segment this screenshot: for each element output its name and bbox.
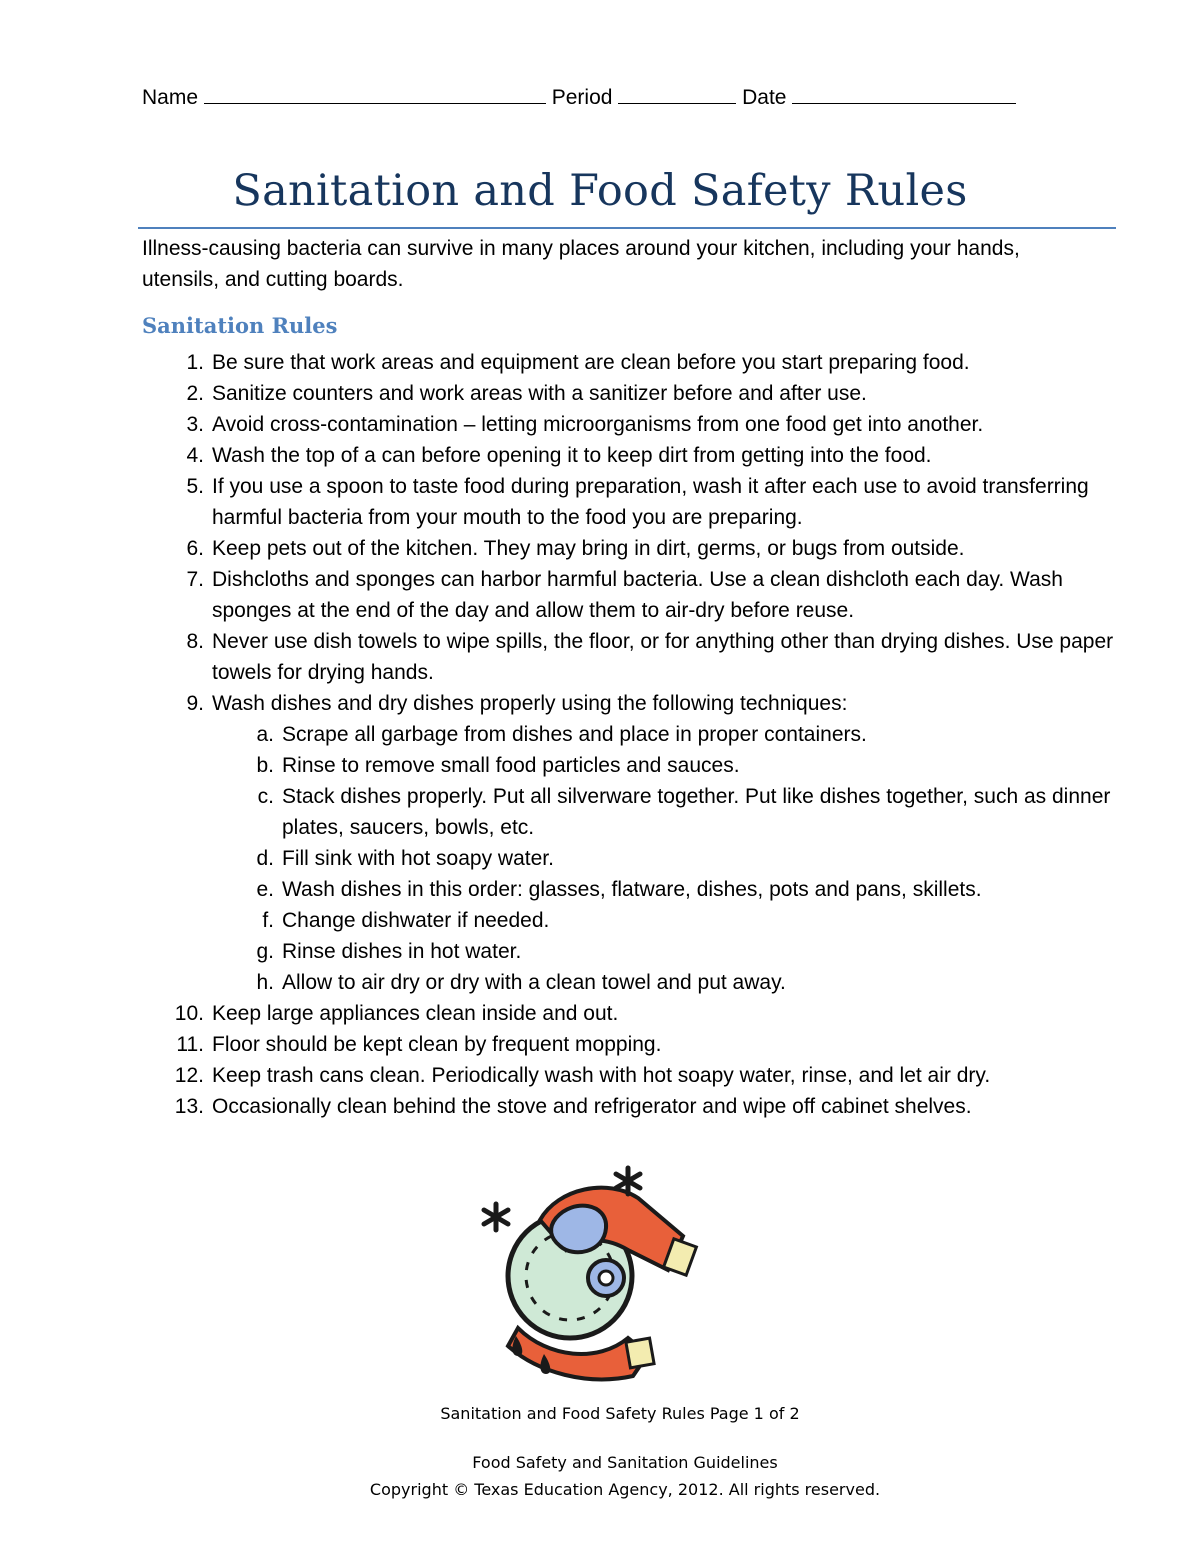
rule-text: Wash the top of a can before opening it to keep dirt from getting into the food. [212, 444, 932, 467]
step-text: Fill sink with hot soapy water. [282, 847, 554, 870]
rule-item [142, 626, 1132, 688]
dishwashing-steps-list [212, 719, 1132, 998]
step-text: Stack dishes properly. Put all silverware together. Put like dishes together, such as dinner plates, saucers, bowls, etc. [282, 785, 1111, 839]
period-label: Period [551, 86, 613, 109]
step-letter: c. [257, 785, 274, 808]
copyright-footer: Copyright © Texas Education Agency, 2012. All rights reserved. [369, 1480, 881, 1499]
page-title: Sanitation and Food Safety Rules [232, 166, 968, 216]
rule-number: 4. [186, 444, 204, 467]
date-field[interactable] [792, 85, 1016, 104]
rule-text: Sanitize counters and work areas with a sanitizer before and after use. [212, 382, 867, 405]
section-heading: Sanitation Rules [142, 313, 338, 338]
step-item [212, 843, 1132, 874]
rule-text: Keep pets out of the kitchen. They may bring in dirt, germs, or bugs from outside. [212, 537, 965, 560]
step-letter: f. [262, 909, 274, 932]
rule-text: Keep large appliances clean inside and out. [212, 1002, 619, 1025]
rule-number: 6. [186, 537, 204, 560]
rule-number: 10. [174, 1002, 204, 1025]
step-text: Allow to air dry or dry with a clean towel and put away. [282, 971, 786, 994]
rule-number: 11. [176, 1033, 204, 1056]
rule-number: 9. [186, 692, 204, 715]
step-letter: g. [256, 940, 274, 963]
rule-number: 12. [174, 1064, 204, 1087]
rule-number: 2. [186, 382, 204, 405]
rule-text: Be sure that work areas and equipment are clean before you start preparing food. [212, 351, 970, 374]
step-item [212, 781, 1132, 843]
step-item [212, 874, 1132, 905]
rule-item [142, 347, 1132, 378]
rule-number: 13. [174, 1095, 204, 1118]
guidelines-footer: Food Safety and Sanitation Guidelines [472, 1453, 778, 1472]
step-text: Rinse to remove small food particles and sauces. [282, 754, 740, 777]
step-letter: d. [256, 847, 274, 870]
rule-number: 1. [186, 351, 204, 374]
rule-item [142, 688, 1132, 998]
page-footer: Sanitation and Food Safety Rules Page 1 of 2 [440, 1404, 800, 1423]
step-item [212, 719, 1132, 750]
step-text: Rinse dishes in hot water. [282, 940, 522, 963]
name-field[interactable] [204, 85, 546, 104]
step-letter: h. [256, 971, 274, 994]
rule-item [142, 1091, 1132, 1122]
name-label: Name [142, 86, 199, 109]
rule-text: Never use dish towels to wipe spills, the floor, or for anything other than drying dishes. Use paper towels for drying hands. [212, 630, 1114, 684]
step-text: Change dishwater if needed. [282, 909, 550, 932]
step-item [212, 936, 1132, 967]
step-item [212, 905, 1132, 936]
step-letter: e. [256, 878, 274, 901]
date-label: Date [742, 86, 787, 109]
rule-item [142, 471, 1132, 533]
rule-item [142, 378, 1132, 409]
step-letter: a. [256, 723, 274, 746]
title-divider [138, 227, 1116, 229]
step-item [212, 967, 1132, 998]
rule-text: If you use a spoon to taste food during preparation, wash it after each use to avoid transferring harmful bacteria from your mouth to the food you are preparing. [212, 475, 1089, 529]
rule-text: Floor should be kept clean by frequent mopping. [212, 1033, 662, 1056]
rule-item [142, 1060, 1132, 1091]
rule-item [142, 440, 1132, 471]
intro-paragraph: Illness-causing bacteria can survive in many places around your kitchen, including your hands, utensils, and cutting boards. [142, 237, 1020, 291]
dishwashing-hands-icon [478, 1158, 718, 1390]
rule-text: Dishcloths and sponges can harbor harmful bacteria. Use a clean dishcloth each day. Wash sponges at the end of the day and allow them to air-dry before reuse. [212, 568, 1063, 622]
rule-item [142, 409, 1132, 440]
step-text: Scrape all garbage from dishes and place in proper containers. [282, 723, 867, 746]
sanitation-rules-list [142, 347, 1132, 1122]
rule-item [142, 564, 1132, 626]
student-info-line [142, 85, 1062, 110]
rule-item [142, 533, 1132, 564]
step-letter: b. [256, 754, 274, 777]
rule-item [142, 1029, 1132, 1060]
rule-item [142, 998, 1132, 1029]
period-field[interactable] [618, 85, 736, 104]
rule-text: Wash dishes and dry dishes properly using the following techniques: [212, 692, 848, 715]
rule-text: Avoid cross-contamination – letting microorganisms from one food get into another. [212, 413, 984, 436]
rule-number: 3. [186, 413, 204, 436]
rule-text: Keep trash cans clean. Periodically wash with hot soapy water, rinse, and let air dry. [212, 1064, 991, 1087]
rule-number: 8. [186, 630, 204, 653]
step-item [212, 750, 1132, 781]
rule-text: Occasionally clean behind the stove and refrigerator and wipe off cabinet shelves. [212, 1095, 972, 1118]
rule-number: 7. [186, 568, 204, 591]
rule-number: 5. [186, 475, 204, 498]
step-text: Wash dishes in this order: glasses, flatware, dishes, pots and pans, skillets. [282, 878, 982, 901]
